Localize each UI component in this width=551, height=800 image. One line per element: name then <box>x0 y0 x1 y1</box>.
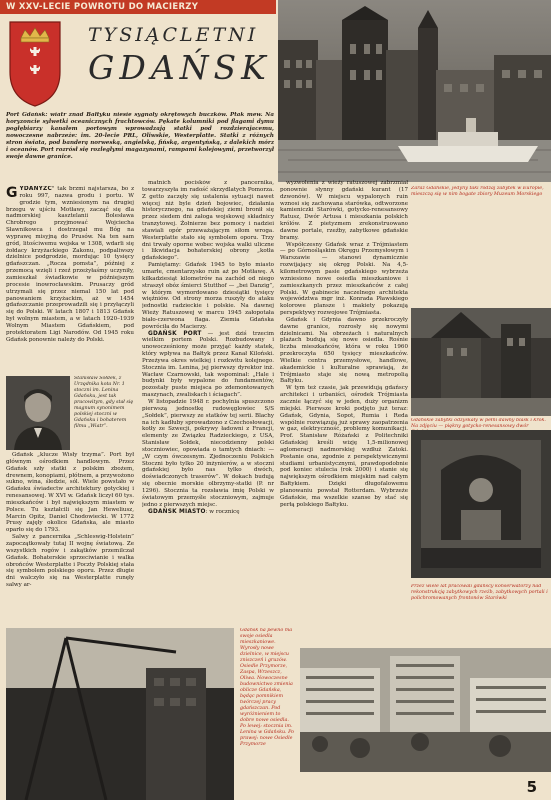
column-2-para-5 <box>142 509 274 516</box>
photo-housing-estate <box>300 648 551 772</box>
portrait-caption: Stanisław Sołdek, z Urzędnika kota Nr. 1 stoczni im. Lenina Gdańsku, jest tak pracowitym, gdy stał się magnum synonimem polskiej stoczni w Gdańsku i bohaterem filmu „Wiatr”. <box>74 376 134 429</box>
caption-housing: Gdańsk na pewno ma swoje osiedla mieszkaniowe. Wyrosły nowe dzielnice, w miejscu zniszczeń i gruzów. Osiedle Przymorze, Zaspa, Wrzeszcz, Oliwa. Nowoczesne budownictwo zmienia oblicze Gdańska, będąc pomnikiem twórczej pracy gdańszczan. Pod wyróżnieniem to dobre nowe osiedla. Po lewej: stocznia im. Lenina w Gdańsku. Po prawej: nowe Osiedle Przymorze <box>240 628 295 747</box>
page-number: 5 <box>526 778 537 796</box>
photo-old-port-crane-drawing <box>278 0 551 182</box>
drop-cap: G <box>6 186 18 201</box>
column-1b-para-1: Gdańsk „klucze Wisły trzyma”. Port był głównym ośrodkiem handlowym. Przez Gdańsk szły statki z polskim zbożem, drewnem, konopiami, płótnem, a przywożono sukno, wina, śledzie, sól. Wiele powstało w Gdańsku świadectw architektury gotyckiej i renesansowej. W XVI w. Gdańsk liczył 60 tys. mieszkańców i był największym miastem w Polsce. Tu kształcili się Jan Heweliusz, Marcin Opitz, Daniel Chodowiecki. W 1772 Prusy zajęły okolice Gdańska, ale miasto oparło się do 1793. <box>6 452 134 534</box>
lede-paragraph: Port Gdańsk: wiatr znad Bałtyku niesie sygnały okrętowych buczków. Ptak mew. Na horyzoncie sylwetki oceanicznych frachtowców. Pękate kolumniki pod flagami dymu pogłębiarzy kanałem portowym wprowadzają statki pod rozdzierajacemu, nowoczesne nabrzeże: im. 20-lecie PRL, Oliwskie, Westerplatte. Statki z różnych stron świata, pod banderą norweską, angielską, fińską, argentyńską, z dalekich mórz i oceanów. Port rozrósł się rozległymi magazynami, rampami kolejowymi, przetworzył swoje dawne granice. <box>6 112 274 160</box>
photo-restored-facades <box>411 430 551 578</box>
column-2-para-1: matnich pocisków z pancernika, towarzyszyła im radość skrzydlatych Pomorza. Z getto zaczęły się ustalenia sytuacji nawet więcej niż byle dzień bojowiec, działania historycznego, na gdańskiej ziemi bronił się przez siedem dni załoga wojskowej składnicy tranzytowej. Żołnierze bez pomocy i nadziei stawiali opór przeważającym siłom wroga. Westerplatte stało się symbolem oporu. Trzy dni trwały oporne wobec wojska walki uliczne i likwidacja bohaterskiej obrony „kotła gdańskiego”. <box>142 180 274 262</box>
photo-old-port-crane <box>278 0 551 182</box>
text-column-3 <box>280 180 408 612</box>
photo-old-town-drawing <box>411 308 551 416</box>
column-3-para-4: W tym też czasie, jak przewidują gdańscy architekci i urbaniści, ośrodek Trójmiasta zacznie łączyć się w jeden, duży organizm miejski. Pierwsze kroki podjęto już teraz: Gdańsk, Gdynia, Sopot, Rumia i Reda wspólnie rozwiązują już sprawy zaopatrzenia w gaz, elektryczność, problemy komunikacji. Prof. Stanisław Różański z Politechniki Gdańskiej kreśli wizję 1,5-milionowej aglomeracji nadmorskiej wzdłuż Zatoki. Postanie ona, zgodnie z perspektywicznymi studiami urbanistycznymi, prawdopodobnie pod koniec stulecia (rok 2000) i stanie się największym ośrodkiem miejskim nad całym Bałtykiem. Dzięki długofalowemu planowaniu powstał Rotterdam. Wybrzeże Gdańskie, ma wszelkie szanse by stać się perłą polskiego Bałtyku. <box>280 385 408 508</box>
photo-old-town <box>411 308 551 416</box>
column-1b-para-2: Salwy z pancernika „Schleswig-Holstein” zapoczątkowały tutaj II wojnę światową. Ze wszystkich rogów i zakątków przemilczał Gdańsk. Bohaterskie sprzeciwianie i walka obrońców Westerplatte i Poczty Polskiej stała się symbolem polskiego oporu. Przez długie dni walczyło się na Westerplatte runęły salwy ar- <box>6 534 134 589</box>
miasto-text: : w rocznicę <box>205 508 240 515</box>
title-line-1: TYSIĄCLETNI <box>88 24 259 46</box>
subhead-port: GDAŃSK PORT <box>148 330 202 337</box>
column-3-para-2: Współczesny Gdańsk wraz z Trójmiastem — po Górnośląskim Okręgu Przemysłowym i Warszawie — stanowi dynamicznie rozwijający się okręg Polski. Na 4,5-kilometrowym pasie gdańskiego wybrzeża wzniesiono nowe osiedla mieszkaniowe i zamieszkanych przez mieszkańców z całej Polski. W gabinecie naczelnego architekta województwa mgr inż. Konrada Pławskiego kolorowe plansze i makiety pokazują perspektywy rozwojowe Trójmiasta. <box>280 241 408 317</box>
gdansk-coat-of-arms-icon <box>6 18 64 108</box>
photo-shipyard-drawing <box>6 628 234 800</box>
lead-word: YDANYZC <box>19 186 52 192</box>
column-3-para-1: wyzwolenia z wieży ratuszowej zabrzmiał ponownie słynny gdański kurant (17 dzwonów). W miejscu wypalonych ruin wznosi się zachowana starówka, odtworzone kamieniczki Starówki, gotycko-renesansowy Ratusz, Dwór Artusa i mieszkania polskich królów. Z pietyzmem zrekonstruowano dawne portale, rzeźby, zabytkowe gdańskie bramy. <box>280 180 408 241</box>
port-text: — jest dziś trzecim wielkim portem Polski. Rozbudowany i unowocześniony może przyjąć każdy statek, który wpływa na Bałtyk przez Kanał Kiloński. Przeżywa okres wielkiej i rozkwitu kolejnego. Stocznia im. Lenina, jej pierwszy dyrektor inż. Wacław Czarnowski, tak wspominał: „Hale i budynki były wypalone do fundamentów, pozostały puste miejsca po zdemontowanych maszynach, zwaliskach i ściagach”. <box>142 330 274 399</box>
text-column-2 <box>142 180 274 612</box>
column-2-para-2: Pamiętamy: Gdańsk 1945 to było miasto umarłe, cmentarzysko ruin aż po Motławę. A kilkadziesiąt kilometrów na zachód od niego straszył obóz śmierci Stutthof — „bei Danzig”, w którym wymordowano dziesiątki tysięcy więźniów. Od strony morza ruszyły do ataku jednostki radzieckie i polskie. Na dawnej Wieży Ratuszowej w marcu 1945 załopotała biało-czerwona flaga. Ziemia Gdańska powróciła do Macierzy. <box>142 262 274 330</box>
photo-housing-estate-drawing <box>300 648 551 772</box>
column-3-para-3: Gdańsk i Gdynia dawno przekroczyły dawne granice, rozrosły się nowymi dzielnicami. Na obrzeżach i naturalnych plażach budują się nowe osiedla. Rośnie liczba mieszkańców, która w roku 1960 przekroczyła 650 tysięcy mieszkańców. Wielkie centra przemysłowe, handlowe, akademickie i kulturalne sprawiają, że Trójmiasto staje się nową metropolią Bałtyku. <box>280 316 408 385</box>
photo-restored-facades-drawing <box>411 430 551 578</box>
section-header: W XXV-LECIE POWROTU DO MACIERZY <box>0 0 276 14</box>
text-column-1b <box>6 452 134 628</box>
caption-restoration: Przez wiele lat pracowali gdańscy konserwatorzy nad rekonstrukcją zabytkowych rzeźb, zabytkowych portali i polichromowanych frontonów Starówki <box>411 584 548 601</box>
subhead-miasto: GDAŃSK MIASTO <box>148 508 206 515</box>
text-column-1 <box>6 186 134 374</box>
portrait-photo <box>6 376 70 450</box>
portrait-drawing <box>6 376 70 450</box>
column-1-text: " tak brzmi najstarsza, bo z roku 997, nazwa grodu i portu. W grodzie tym, wzniesionym na drugiej brzegu w ujściu Motławy, zacząć się dla nadmorskiej kasztelanii Bolesława Chrobrego przyjmować Wojciecha Sławnikowca i dostrzegał mu Bóg na wyprawę misyjną do Prusów. Na ten sam gród, litościwemu wojska w 1308, wdarli się żołdacy krzyżackiego Zakonu, podpaliwszy dzielnice podgrodzie, mordując 10 tysięcy gdańszczan. „Rocza pomsta”, później z przemocą wzięli i rzeź przeżyłaśmy uczyniły, zamieszkał świadkowie w późniejszym procesie inowrocławskim. Prusaczy gród utrzymali się przez niemal 150 lat pod panowaniem krzyżackim, aż w 1454 gdańszczanie przeprowadzili się i przyłączyli się do Polski. W latach 1807 i 1813 Gdańsk był wolnym miastem, a w latach 1920–1939 Wolnym Miastem Gdańskiem, pod protektoratem Ligi Narodów. Od 1945 roku Gdańsk ponownie należy do Polski. <box>6 186 134 343</box>
column-2-para-3 <box>142 331 274 399</box>
caption-old-town: Gdańskie zabytki odzyskały w pełni dawny blask i krok. Na zdjęciu — piękny gotycko-renesansowy dwór <box>411 418 546 429</box>
title-line-2: GDAŃSK <box>88 48 271 87</box>
caption-crane: Zaraz Gdańskie, jedyny taki rodzaj zabytek w Europie, mieszczą się w nim bogate zbiory Muzeum Morskiego <box>411 186 544 197</box>
column-2-para-4: W listopadzie 1948 r. pochylnia spuszczono pierwszą jednostkę rudowęglowiec S/S „Sołdek”, pierwszy ze statków tej serii. Blachy na ich kadłuby sprowadzono z Czechosłowacji, kotły ze Szwecji, pokrywy ładowni z Francji, elementy ze Związku Radzieckiego, z USA, Stanisław Sołdek, niecodzienny polski stoczniowiec, opowiada o tamtych dniach: — „W czym ówczesnym. Zjednoczeniu Polskich Stoczni było tylko 20 inżynierów, a w stoczni gdańskiej było nas tylko dwóch, doświadczonych traserów”. W dokach budują się obecnie morskie olbrzymy-statki (P. nr 1296). Stocznia ta rozsławia imię Polski w światowym przemyśle stoczniowym, zajmuje jedno z pierwszych miejsc. <box>142 399 274 508</box>
photo-shipyard <box>6 628 234 800</box>
